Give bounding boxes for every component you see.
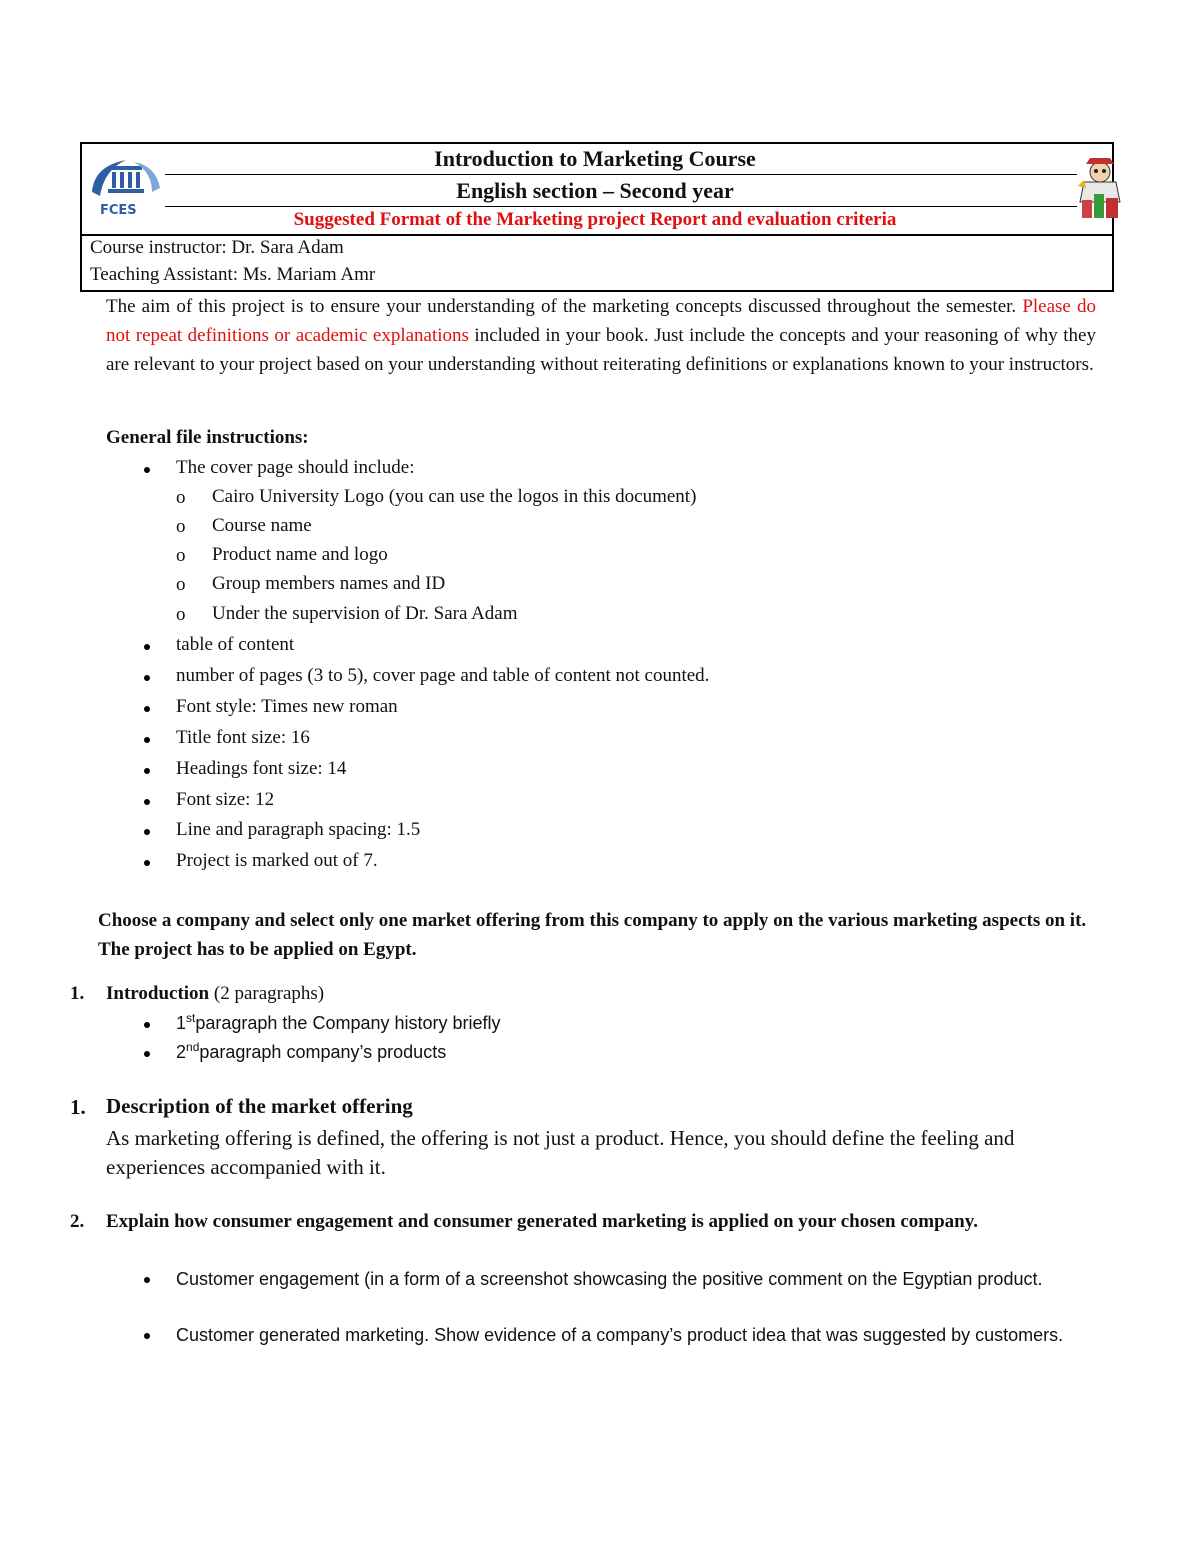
bullet-icon bbox=[144, 737, 150, 743]
section-number: 1. bbox=[70, 983, 85, 1004]
header-rule-2 bbox=[165, 206, 1077, 207]
cover-item: Product name and logo bbox=[212, 544, 388, 565]
cover-item: Group members names and ID bbox=[212, 573, 446, 594]
section-number: 1. bbox=[70, 1095, 86, 1119]
section-title: Description of the market offering bbox=[106, 1094, 413, 1118]
circle-bullet-icon: o bbox=[176, 487, 186, 508]
section-introduction bbox=[106, 983, 324, 1005]
engagement-bullet-2: Customer generated marketing. Show evidence of a company’s product idea that was suggested by customers. bbox=[176, 1325, 1064, 1345]
ordinal-number: 1 bbox=[176, 1013, 187, 1033]
intro-text-red: Please do not repeat definitions or academic explanations bbox=[106, 296, 1096, 346]
cover-item: Under the supervision of Dr. Sara Adam bbox=[212, 603, 518, 624]
instruction-item: Font style: Times new roman bbox=[176, 696, 398, 717]
assistant-line: Teaching Assistant: Ms. Mariam Amr bbox=[90, 264, 376, 285]
bullet-icon bbox=[144, 675, 150, 681]
instruction-item: table of content bbox=[176, 634, 295, 655]
intro-bullet-2 bbox=[176, 1040, 446, 1063]
bullet-icon bbox=[144, 1051, 150, 1057]
bullet-icon bbox=[144, 768, 150, 774]
svg-text:FCES: FCES bbox=[100, 203, 137, 218]
bullet-text: paragraph the Company history briefly bbox=[195, 1013, 501, 1033]
instruction-item: Headings font size: 14 bbox=[176, 758, 347, 779]
course-title: Introduction to Marketing Course bbox=[434, 146, 756, 171]
bullet-icon bbox=[144, 860, 150, 866]
instruction-item: Title font size: 16 bbox=[176, 727, 310, 748]
intro-text-1: The aim of this project is to ensure your understanding of the marketing concepts discussed throughout the semester. bbox=[106, 296, 1023, 317]
bullet-icon bbox=[144, 467, 150, 473]
circle-bullet-icon: o bbox=[176, 545, 186, 566]
cover-item: Course name bbox=[212, 515, 312, 536]
engagement-bullet-1: Customer engagement (in a form of a screenshot showcasing the positive comment on the Egyptian product. bbox=[176, 1269, 1043, 1289]
choose-paragraph: Choose a company and select only one market offering from this company to apply on the various marketing aspects on it. The project has to be applied on Egypt. bbox=[98, 910, 1087, 960]
bullet-icon bbox=[144, 1333, 150, 1339]
instruction-item: Line and paragraph spacing: 1.5 bbox=[176, 819, 421, 840]
ordinal-number: 2 bbox=[176, 1042, 187, 1062]
bullet-icon bbox=[144, 644, 150, 650]
section-note: (2 paragraphs) bbox=[209, 983, 325, 1004]
section-number: 2. bbox=[70, 1211, 85, 1232]
bullet-icon bbox=[144, 799, 150, 805]
format-line: Suggested Format of the Marketing project Report and evaluation criteria bbox=[293, 209, 897, 230]
instruction-item: number of pages (3 to 5), cover page and table of content not counted. bbox=[176, 665, 710, 686]
instructor-line: Course instructor: Dr. Sara Adam bbox=[90, 237, 344, 258]
circle-bullet-icon: o bbox=[176, 574, 186, 595]
section-subtitle: English section – Second year bbox=[456, 178, 734, 203]
intro-text-2: included in your book. Just include the concepts and your reasoning of why they are relevant to your project based on your understanding without reiterating definitions or explanations known to your instructors. bbox=[106, 325, 1096, 375]
general-heading: General file instructions: bbox=[106, 427, 309, 448]
circle-bullet-icon: o bbox=[176, 516, 186, 537]
header-rule-1 bbox=[165, 174, 1077, 175]
bullet-icon bbox=[144, 706, 150, 712]
bullet-icon bbox=[144, 1277, 150, 1283]
ordinal-suffix: st bbox=[186, 1011, 196, 1025]
intro-bullet-1 bbox=[176, 1011, 501, 1034]
circle-bullet-icon: o bbox=[176, 604, 186, 625]
instruction-item: Project is marked out of 7. bbox=[176, 850, 378, 871]
cover-item: Cairo University Logo (you can use the logos in this document) bbox=[212, 486, 697, 507]
section-title: Introduction bbox=[106, 983, 210, 1004]
intro-paragraph bbox=[106, 292, 1096, 379]
bullet-icon bbox=[144, 1022, 150, 1028]
section-text: As marketing offering is defined, the offering is not just a product. Hence, you should define the feeling and experiences accompanied with it. bbox=[106, 1126, 1015, 1179]
cover-intro: The cover page should include: bbox=[176, 457, 415, 478]
instruction-item: Font size: 12 bbox=[176, 789, 275, 810]
section-title: Explain how consumer engagement and consumer generated marketing is applied on your chosen company. bbox=[106, 1211, 978, 1232]
ordinal-suffix: nd bbox=[186, 1040, 200, 1054]
bullet-text: paragraph company’s products bbox=[199, 1042, 447, 1062]
bullet-icon bbox=[144, 829, 150, 835]
